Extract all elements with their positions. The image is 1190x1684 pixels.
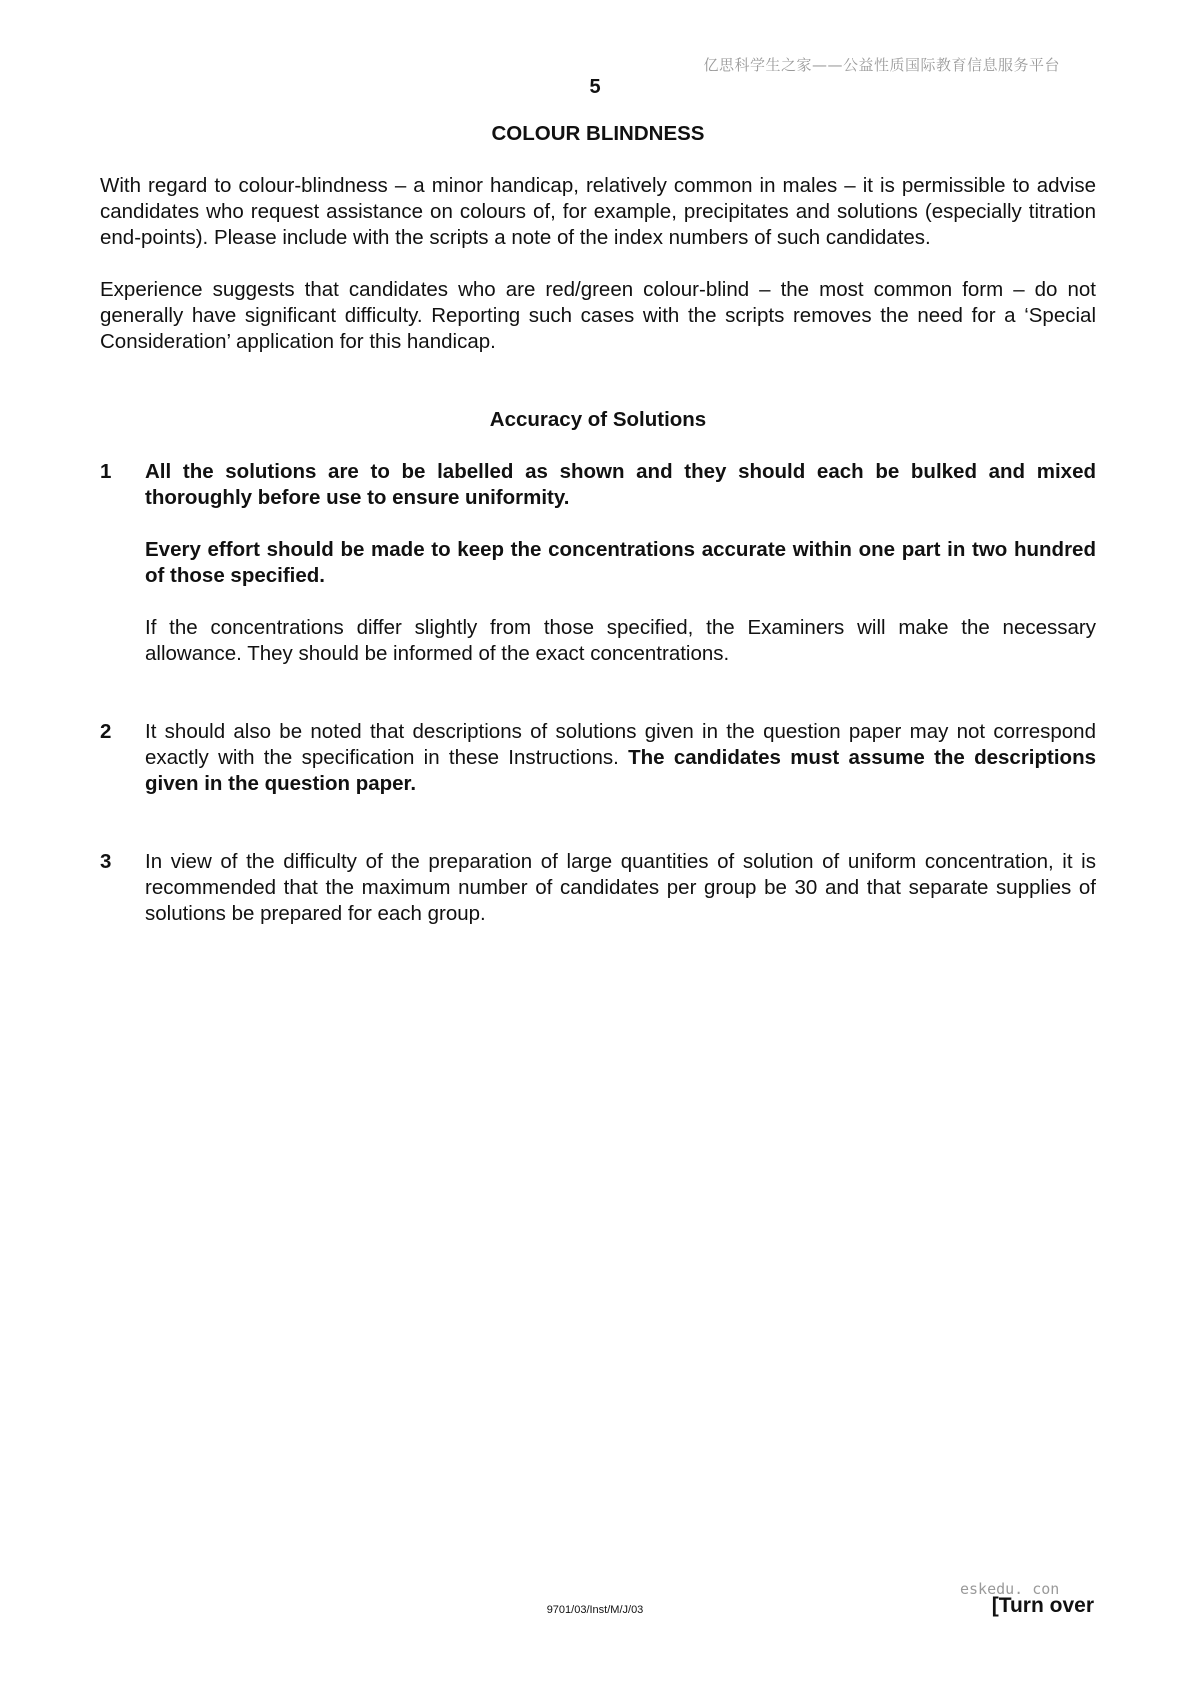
watermark-footer: eskedu. con <box>960 1580 1060 1598</box>
numbered-item-3 <box>100 849 1096 927</box>
accuracy-section <box>100 407 1096 927</box>
item-2-text: It should also be noted that descriptions of solutions given in the question paper may not correspond exactly with the specification in these Instructions. <box>145 720 1096 769</box>
item-2-bold-text: The candidates must assume the descriptions given in the question paper. <box>145 746 1096 795</box>
accuracy-heading: Accuracy of Solutions <box>489 408 707 431</box>
item-number: 2 <box>100 720 112 743</box>
colour-blindness-paragraph-1: With regard to colour-blindness – a minor handicap, relatively common in males – it is permissible to advise candidates who request assistance on colours of, for example, precipitates and solutions (especially titration end-points). Please include with the scripts a note of the index numbers of such candidates. <box>100 174 1096 249</box>
document-code: 9701/03/Inst/M/J/03 <box>546 1604 644 1616</box>
item-1-paragraph-3: If the concentrations differ slightly from those specified, the Examiners will make the necessary allowance. They should be informed of the exact concentrations. <box>145 616 1096 665</box>
item-number: 1 <box>100 460 112 483</box>
turn-over-label: [Turn over <box>991 1594 1094 1617</box>
numbered-item-2 <box>100 719 1096 797</box>
page-number: 5 <box>589 76 601 98</box>
page-content <box>100 121 1096 927</box>
item-1-bold-paragraph-1: All the solutions are to be labelled as shown and they should each be bulked and mixed thoroughly before use to ensure uniformity. <box>145 460 1096 509</box>
item-1-bold-paragraph-2: Every effort should be made to keep the concentrations accurate within one part in two hundred of those specified. <box>145 538 1096 587</box>
colour-blindness-section <box>100 121 1096 355</box>
colour-blindness-heading: COLOUR BLINDNESS <box>491 122 705 145</box>
numbered-item-1 <box>100 459 1096 667</box>
item-number: 3 <box>100 850 112 873</box>
watermark-header: 亿思科学生之家——公益性质国际教育信息服务平台 <box>703 56 1060 74</box>
item-2-paragraph <box>145 719 1096 797</box>
item-3-paragraph: In view of the difficulty of the preparation of large quantities of solution of uniform concentration, it is recommended that the maximum number of candidates per group be 30 and that separate supplies of solutions be prepared for each group. <box>145 850 1096 925</box>
colour-blindness-paragraph-2: Experience suggests that candidates who are red/green colour-blind – the most common form – do not generally have significant difficulty. Reporting such cases with the scripts removes the need for a ‘Special Consideration’ application for this handicap. <box>100 278 1096 353</box>
